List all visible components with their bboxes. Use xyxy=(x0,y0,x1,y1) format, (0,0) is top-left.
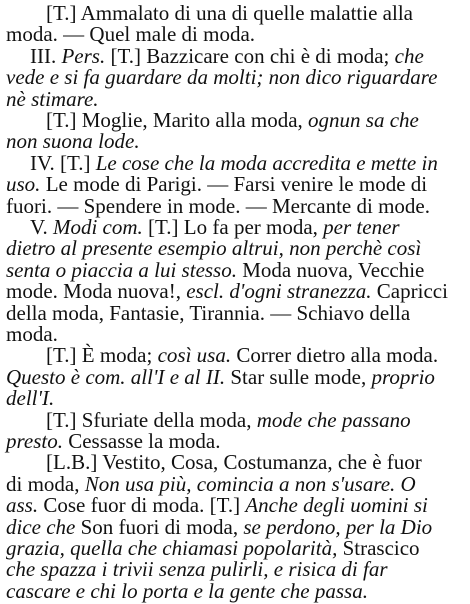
text-segment: mode. Moda nuova!, xyxy=(6,279,187,304)
italic-text-segment: Non usa più, comincia a non s'usare. O xyxy=(84,471,416,496)
text-segment: [T.] Sfuriate della moda, xyxy=(46,407,257,432)
italic-text-segment: mode che passano xyxy=(256,407,411,432)
text-segment: Cessasse la moda. xyxy=(62,429,221,453)
text-segment: [T.] Ammalato di una di quelle malattie alla xyxy=(46,1,413,25)
italic-text-segment: Le cose che la moda accredita e mette in xyxy=(95,150,438,175)
text-segment: [T.] Bazzicare con chi è di moda; xyxy=(105,43,395,68)
italic-text-segment: se perdono, per la Dio xyxy=(243,514,433,539)
text-segment: Correr dietro alla moda. xyxy=(231,343,439,368)
italic-text-segment: per tener xyxy=(323,215,400,239)
italic-text-segment: uso. xyxy=(6,172,41,197)
italic-text-segment: ass. xyxy=(6,493,39,518)
italic-text-segment: vede e si fa guardare da molti; non dico riguardare xyxy=(6,65,438,90)
text-line xyxy=(6,300,410,326)
text-segment: Star sulle mode, xyxy=(225,364,372,389)
italic-text-segment: che spazza i trivii senza pulirli, e risica di far xyxy=(6,557,388,582)
italic-text-segment: nè stimare. xyxy=(6,86,99,111)
italic-text-segment: che xyxy=(394,43,424,68)
text-segment: Strascico xyxy=(337,536,420,560)
italic-text-segment: Pers. xyxy=(61,43,106,68)
italic-text-segment: escl. d'ogni stranezza. xyxy=(186,279,372,304)
text-segment: della moda, Fantasie, Tirannia. — Schiavo della xyxy=(6,300,411,325)
text-line xyxy=(6,578,368,604)
italic-text-segment: presto. xyxy=(6,429,63,453)
text-segment: [T.] Lo fa per moda, xyxy=(142,215,324,239)
text-segment: [L.B.] Vestito, Cosa, Costumanza, che è fuor xyxy=(46,450,422,475)
italic-text-segment: cascare e chi lo porta e la gente che passa. xyxy=(6,578,368,603)
text-segment: [T.] Moglie, Marito alla moda, xyxy=(46,108,309,132)
italic-text-segment: grazia, quella che chiamasi popolarità, xyxy=(6,536,338,560)
italic-text-segment: Anche degli uomini si xyxy=(245,493,428,518)
text-line xyxy=(6,364,435,390)
italic-text-segment: proprio xyxy=(371,364,435,389)
text-segment: moda. — Quel male di moda. xyxy=(6,22,256,47)
text-segment: di moda, xyxy=(6,471,85,496)
text-segment: Capricci xyxy=(371,279,448,304)
italic-text-segment: dell'I. xyxy=(6,386,55,411)
text-segment: moda. xyxy=(6,322,58,346)
italic-text-segment: Questo è com. all'I e al II. xyxy=(6,364,226,389)
text-segment: fuori. — Spendere in mode. — Mercante di mode. xyxy=(6,193,430,218)
text-segment: IV. [T.] xyxy=(30,150,96,175)
italic-text-segment: dietro al presente esempio altrui, non perchè così xyxy=(6,236,422,261)
text-segment: Son fuori di moda, xyxy=(75,514,244,539)
text-segment: V. xyxy=(30,215,53,239)
italic-text-segment: così usa. xyxy=(157,343,232,368)
italic-text-segment: ognun sa che xyxy=(308,108,419,132)
text-segment: Le mode di Parigi. — Farsi venire le mode di xyxy=(40,172,428,197)
italic-text-segment: Modi com. xyxy=(52,215,143,239)
text-segment: Cose fuor di moda. [T.] xyxy=(38,493,246,518)
text-segment: III. xyxy=(30,43,62,68)
italic-text-segment: non suona lode. xyxy=(6,129,140,154)
italic-text-segment: senta o piaccia a lui stesso. xyxy=(6,257,237,282)
text-segment: [T.] È moda; xyxy=(46,343,158,368)
text-segment: Moda nuova, Vecchie xyxy=(236,257,425,282)
italic-text-segment: dice che xyxy=(6,514,76,539)
